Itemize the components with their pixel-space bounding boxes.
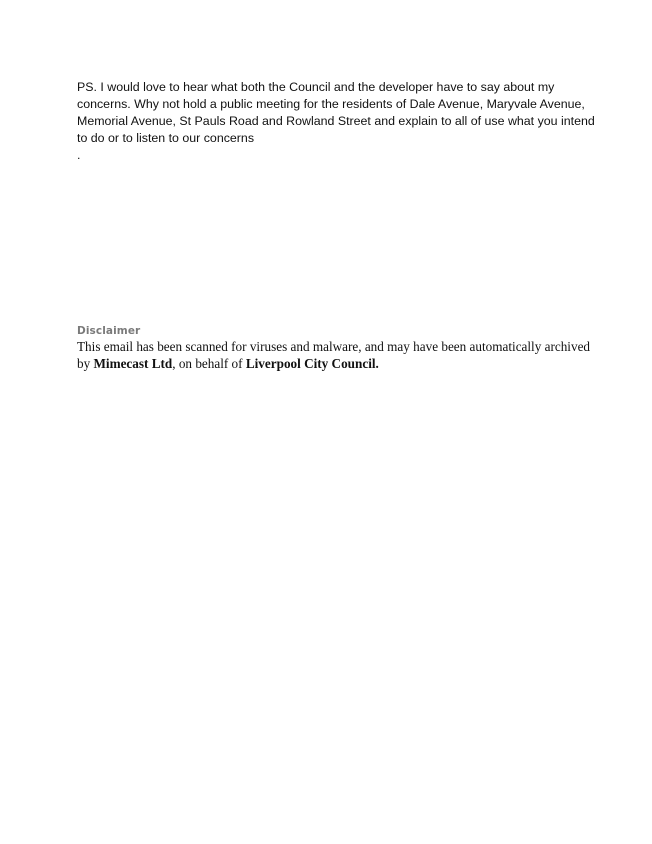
- council-name: Liverpool City Council.: [245, 356, 379, 371]
- disclaimer-line-2: [77, 355, 597, 372]
- disclaimer-by: by: [77, 356, 94, 371]
- ps-paragraph: [77, 79, 595, 164]
- disclaimer-heading: Disclaimer: [77, 325, 141, 337]
- disclaimer-text: [77, 338, 597, 372]
- company-name: Mimecast Ltd: [93, 356, 173, 371]
- disclaimer-on-behalf: , on behalf of: [172, 356, 246, 371]
- trailing-dot: .: [77, 148, 81, 162]
- ps-line: concerns. Why not hold a public meeting for the residents of Dale Avenue, Maryvale Avenue,: [77, 97, 585, 111]
- disclaimer-line-1: This email has been scanned for viruses and malware, and may have been automatically archived: [77, 339, 591, 354]
- ps-line: Memorial Avenue, St Pauls Road and Rowland Street and explain to all of use what you intend: [77, 114, 595, 128]
- ps-line: PS. I would love to hear what both the Council and the developer have to say about my: [77, 80, 555, 94]
- ps-line: to do or to listen to our concerns: [77, 131, 255, 145]
